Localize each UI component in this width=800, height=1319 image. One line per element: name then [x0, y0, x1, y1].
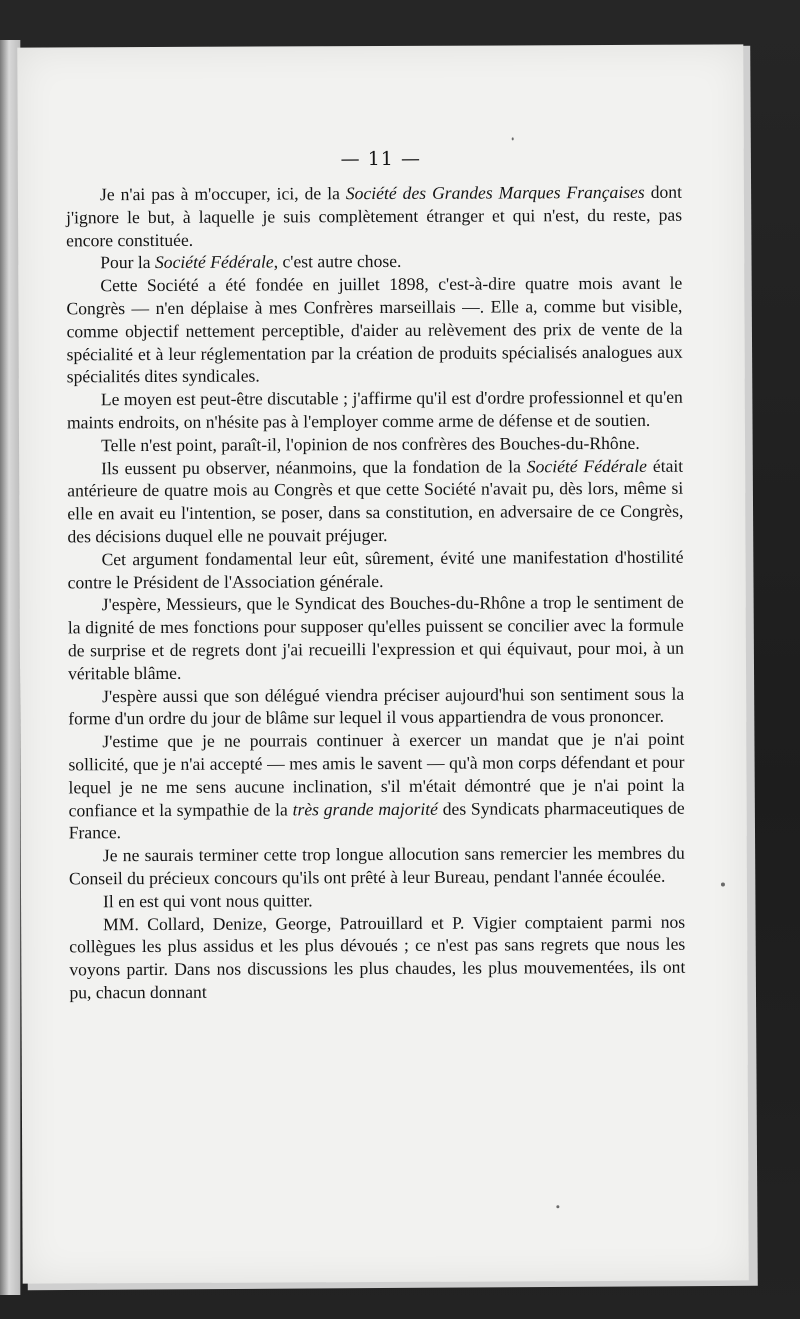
- text-run: Je n'ai pas à m'occuper, ici, de la: [99, 183, 346, 205]
- ink-spot: [721, 883, 725, 887]
- text-run: , c'est autre chose.: [273, 251, 402, 272]
- paragraph: [67, 431, 683, 456]
- text-run: des Syndicats pharmaceutiques de France.: [68, 797, 685, 843]
- italic-run: très grande majorité: [292, 798, 438, 819]
- paragraph: [67, 545, 683, 593]
- text-run: MM. Collard, Denize, George, Patrouillard et P. Vigier comptaient parmi nos collègues les plus assidus et les plus dévoués ; ce n'est pas sans regrets que nous les voyons partir. Dans nos discussions les plus chaudes, les plus mouvementées, ils ont pu, chacun donnant: [69, 911, 686, 1003]
- text-run: J'espère aussi que son délégué viendra préciser aujourd'hui son sentiment sous la forme d'un ordre du jour de blâme sur lequel il vous appartiendra de vous prononcer.: [68, 683, 685, 729]
- body-text: [66, 181, 686, 1004]
- text-run: Cette Société a été fondée en juillet 1898, c'est-à-dire quatre mois avant le Congrès — n'en déplaise à mes Confrères marseillais —. Elle a, comme but visible, comme objectif nettement perceptible, d'aider au relèvement des prix de vente de la spécialité et à leur réglementation par la création de produits spécialisés analogues aux spécialités dites syndicales.: [66, 272, 683, 387]
- paragraph: [69, 887, 685, 912]
- text-run: Cet argument fondamental leur eût, sûrement, évité une manifestation d'hostilité contre le Président de l'Association générale.: [67, 546, 684, 592]
- paragraph: [67, 386, 683, 434]
- page-number: — 11 —: [340, 147, 421, 171]
- paragraph: [68, 591, 684, 685]
- text-run: Il en est qui vont nous quitter.: [102, 890, 313, 911]
- text-run: J'estime que je ne pourrais continuer à exercer un mandat que je n'ai point sollicité, que je n'ai accepté — mes amis le savent — qu'à mon corps défendant et pour lequel je ne me sens aucune inclination, s'il m'était démontré que je n'ai point la confiance et la sympathie de la: [68, 728, 685, 820]
- text-run: Le moyen est peut-être discutable ; j'affirme qu'il est d'ordre professionnel et qu'en maints endroits, on n'hésite pas à l'employer comme arme de défense et de soutien.: [66, 386, 683, 433]
- ink-spot: [556, 1205, 559, 1208]
- paragraph: [66, 249, 682, 274]
- italic-run: Société Fédérale: [526, 455, 648, 476]
- text-run: était antérieure de quatre mois au Congrès et que cette Société n'avait pu, dès lors, même si elle en avait eu l'intention, se poser, dans sa constitution, en adversaire de ce Congrès, des décisions duquel elle ne pouvait préjuger.: [67, 455, 684, 547]
- text-run: Pour la: [100, 252, 156, 273]
- paragraph: [69, 842, 685, 890]
- paragraph: [68, 682, 684, 730]
- paragraph: [68, 728, 684, 845]
- paragraph: [66, 181, 682, 252]
- text-run: Ils eussent pu observer, néanmoins, que la fondation de la: [101, 455, 527, 478]
- text-run: J'espère, Messieurs, que le Syndicat des Bouches-du-Rhône a trop le sentiment de la dignité de mes fonctions pour supposer qu'elles puissent se concilier avec la formule de surprise et de regrets dont j'ai recueilli l'expression et qui équivaut, pour moi, à un véritable blâme.: [67, 592, 684, 684]
- text-run: Telle n'est point, paraît-il, l'opinion de nos confrères des Bouches-du-Rhône.: [100, 432, 640, 455]
- book-page: [17, 44, 748, 1283]
- ink-spot: [512, 137, 514, 140]
- paragraph: [66, 272, 682, 389]
- italic-run: Société Fédérale: [154, 251, 274, 273]
- text-run: Je ne saurais terminer cette trop longue allocution sans remercier les membres du Conseil du précieux concours qu'ils ont prêté à leur Bureau, pendant l'année écoulée.: [68, 842, 685, 889]
- text-run: dont j'ignore le but, à laquelle je suis complètement étranger et qui n'est, du reste, pas encore constituée.: [66, 181, 683, 250]
- italic-run: Société des Grandes Marques Françaises: [345, 181, 645, 204]
- paragraph: [67, 454, 683, 548]
- paragraph: [69, 910, 685, 1004]
